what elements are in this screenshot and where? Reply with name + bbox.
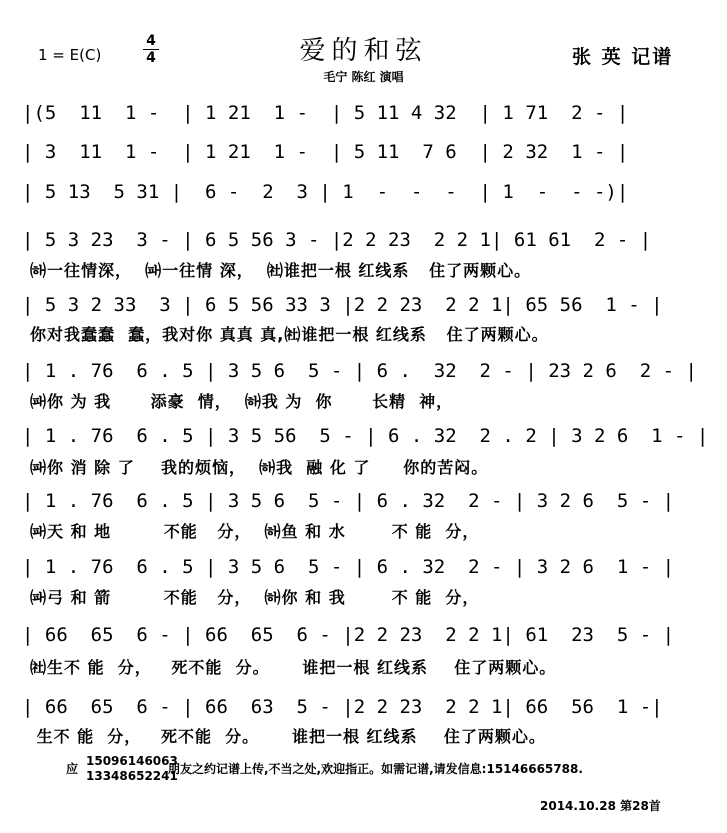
lyric-line-10: ㈳生不 能 分， 死不能 分。 谁把一根 红线系 住了两颗心。 (30, 658, 557, 677)
meter-top: 4 (146, 33, 156, 49)
notation-line-4: | 5 3 23 3 - | 6 5 56 3 - |2 2 23 2 2 1| 61 61 2 - | (22, 229, 652, 251)
lyric-line-7: ㈚你 消 除 了 我的烦恼， ㈛我 融 化 了 你的苦闷。 (30, 458, 489, 477)
phone-2: 13348652241 (86, 769, 178, 783)
lyric-line-11: 生不 能 分， 死不能 分。 谁把一根 红线系 住了两颗心。 (30, 727, 546, 746)
notation-line-6: | 1 . 76 6 . 5 | 3 5 6 5 - | 6 . 32 2 - | 23 2 6 2 - | (22, 360, 697, 382)
meter-bottom: 4 (146, 50, 156, 66)
transcriber: 张 英 记谱 (572, 46, 674, 68)
notation-line-3: | 5 13 5 31 | 6 - 2 3 | 1 - - - | 1 - - -)| (22, 181, 629, 203)
footer-prefix: 应 (66, 762, 79, 776)
phone-1: 15096146063 (86, 754, 178, 768)
key-signature: 1 = E(C) (38, 46, 102, 64)
singers: 毛宁 陈红 演唱 (323, 70, 404, 84)
notation-line-2: | 3 11 1 - | 1 21 1 - | 5 11 7 6 | 2 32 1 - | (22, 141, 629, 163)
song-title: 爱的和弦 (299, 36, 428, 66)
notation-line-5: | 5 3 2 33 3 | 6 5 56 33 3 |2 2 23 2 2 1| 65 56 1 - | (22, 294, 663, 316)
notation-line-1: |(5 11 1 - | 1 21 1 - | 5 11 4 32 | 1 71 2 - | (22, 102, 629, 124)
notation-line-10: | 66 65 6 - | 66 65 6 - |2 2 23 2 2 1| 61 23 5 - | (22, 624, 675, 646)
lyric-line-5: 你对我蠢蠢 蠢，我对你 真真 真,㈳谁把一根 红线系 住了两颗心。 (30, 325, 549, 344)
lyric-line-4: ㈛一往情深， ㈚一往情 深， ㈳谁把一根 红线系 住了两颗心。 (30, 261, 532, 280)
notation-line-11: | 66 65 6 - | 66 63 5 - |2 2 23 2 2 1| 66 56 1 -| (22, 696, 663, 718)
footer-message: 朋友之约记谱上传,不当之处,欢迎指正。如需记谱,请发信息:15146665788. (168, 762, 583, 776)
lyric-line-9: ㈚弓 和 箭 不能 分， ㈛你 和 我 不 能 分， (30, 588, 480, 607)
lyric-line-8: ㈚天 和 地 不能 分， ㈛鱼 和 水 不 能 分， (30, 522, 480, 541)
notation-line-9: | 1 . 76 6 . 5 | 3 5 6 5 - | 6 . 32 2 - | 3 2 6 1 - | (22, 556, 675, 578)
notation-line-8: | 1 . 76 6 . 5 | 3 5 6 5 - | 6 . 32 2 - | 3 2 6 5 - | (22, 490, 675, 512)
notation-line-7: | 1 . 76 6 . 5 | 3 5 56 5 - | 6 . 32 2 . 2 | 3 2 6 1 - | (22, 425, 709, 447)
lyric-line-6: ㈚你 为 我 添豪 情， ㈛我 为 你 长精 神， (30, 392, 454, 411)
footer-phones (86, 754, 178, 784)
footer-date: 2014.10.28 第28首 (540, 799, 661, 813)
